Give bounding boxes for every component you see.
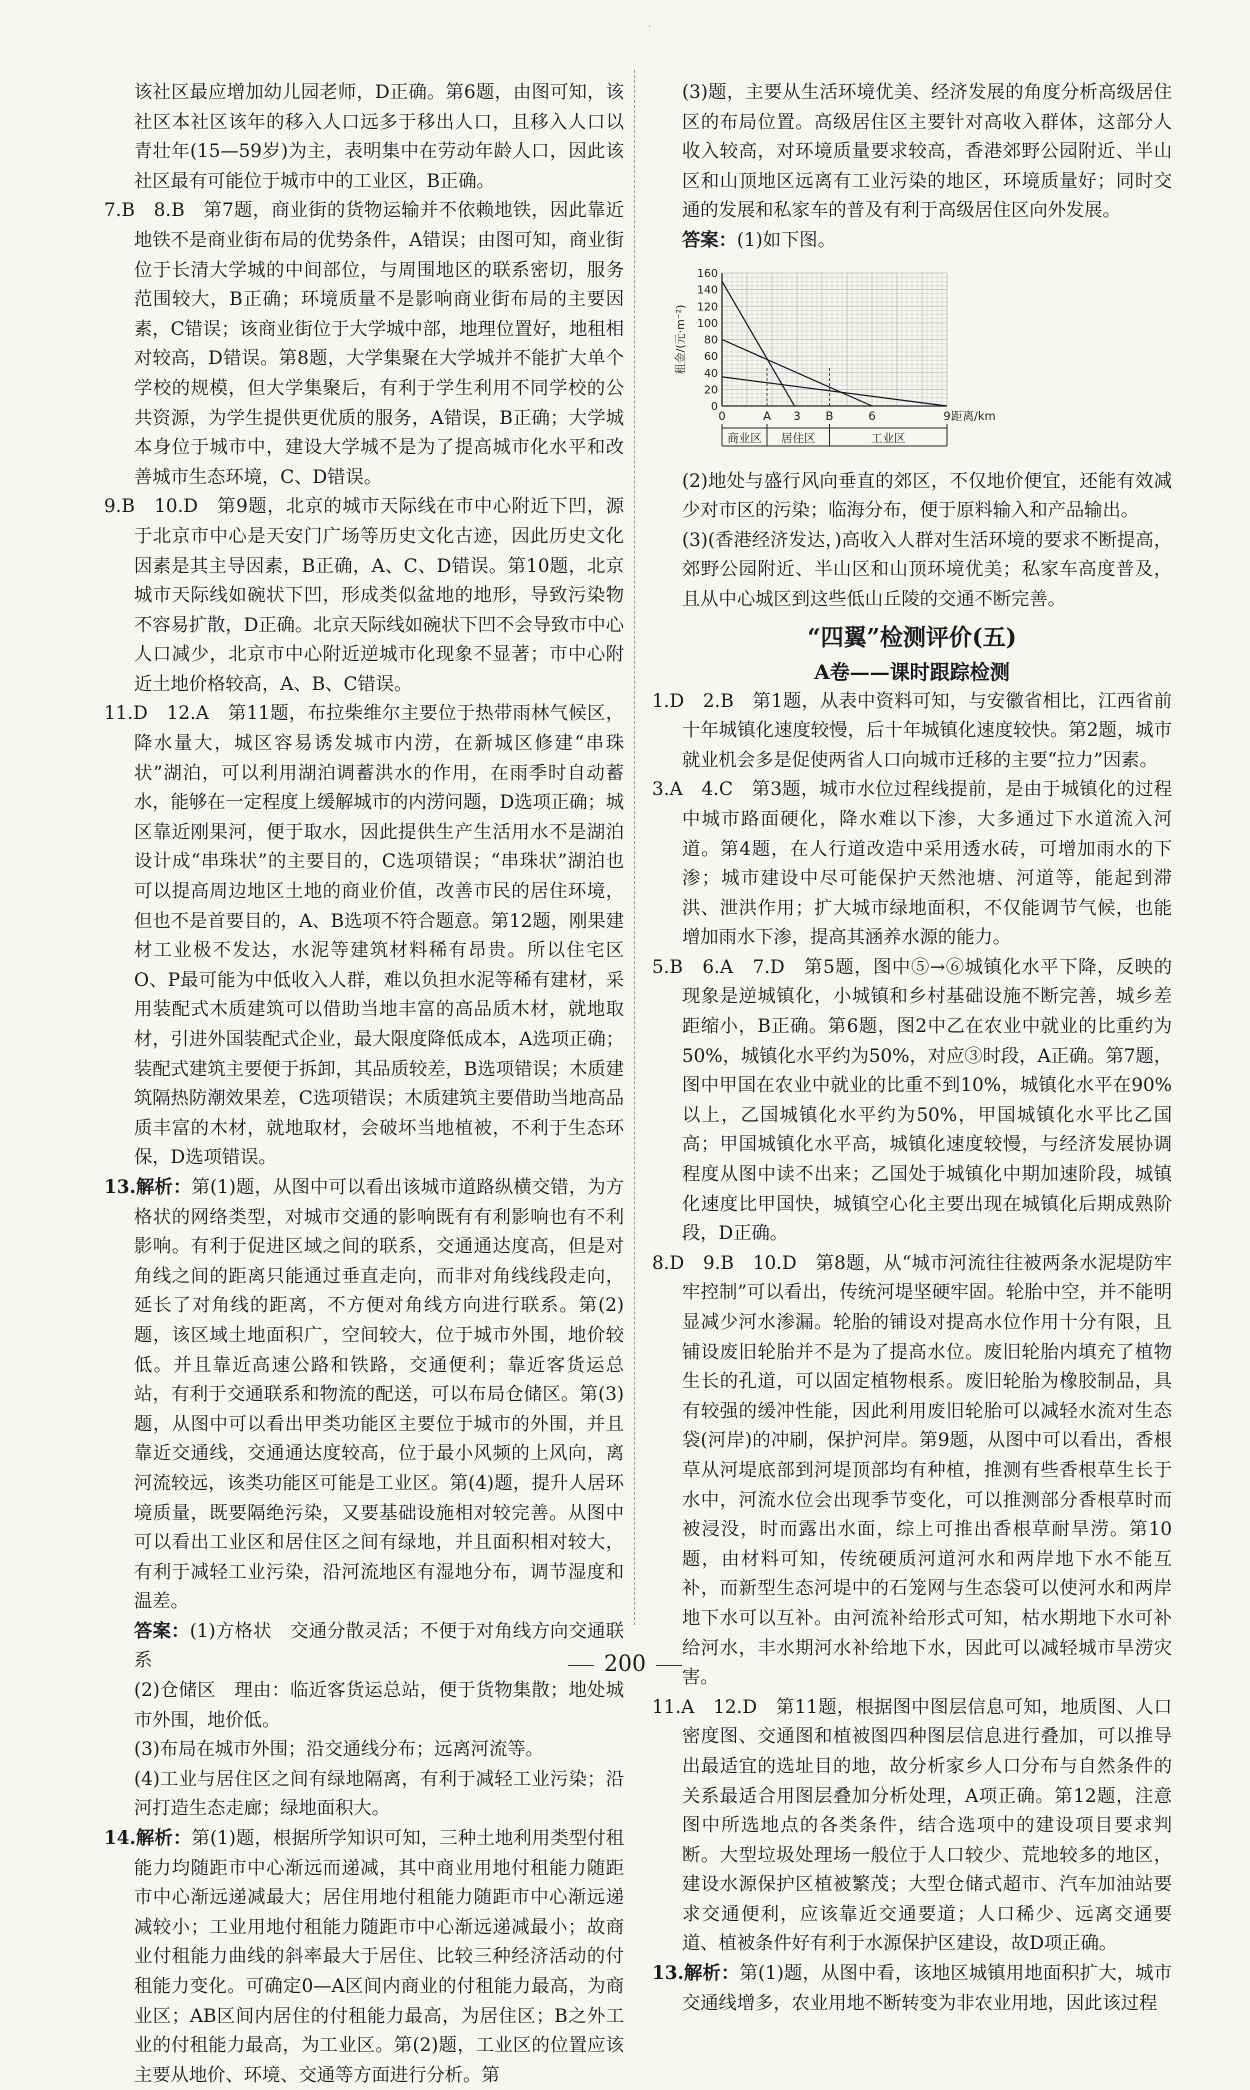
paragraph-r1: (3)题，主要从生活环境优美、经济发展的角度分析高级居住区的布局位置。高级居住区主要针对高收入群体，这部分人收入较高，对环境质量要求较高，香港郊野公园附近、半山区和山顶地区远离有工业污染的地区，环境质量好；同时交通的发展和私家车的普及有利于高级居住区向外发展。 <box>682 82 1172 222</box>
right-column <box>652 78 1172 2018</box>
y-tick-label: 0 <box>711 399 718 413</box>
left-column <box>104 78 624 2090</box>
y-tick-label: 60 <box>704 349 718 363</box>
x-tick-label: A <box>763 408 771 423</box>
paragraph-lead: 13.解析： <box>104 1176 192 1198</box>
paragraph-l5 <box>104 1173 624 1617</box>
paragraph-l8: (3)布局在城市外围；沿交通线分布；远离河流等。 <box>134 1739 544 1761</box>
chart-svg <box>652 258 996 463</box>
y-tick-label: 100 <box>697 316 718 330</box>
series-line-3 <box>722 376 947 405</box>
paragraph-r3: (2)地处与盛行风向垂直的郊区，不仅地价便宜，还能有效减少对市区的污染；临海分布，便于原料输入和产品输出。 <box>682 470 1172 522</box>
paragraph-lead: 答案： <box>682 229 737 251</box>
paragraph-r8: 8.D 9.B 10.D 第8题，从“城市河流往往被两条水泥堤防牢牢控制”可以看出，传统河堤坚硬牢固。轮胎中空，并不能明显减少河水渗漏。轮胎的铺设对提高水位作用十分有限，且铺设废旧轮胎并不是为了提高水位。废旧轮胎内填充了植物生长的孔道，可以固定植物根系。废旧轮胎为橡胶制品，具有较强的缓冲性能，因此利用废旧轮胎可以减轻水流对生态袋(河岸)的冲刷，保护河岸。第9题，从图中可以看出，香根草从河堤底部到河堤顶部均有种植，推测有些香根草生长于水中，河流水位会出现季节变化，可以推测部分香根草时而被浸没，时而露出水面，综上可推出香根草耐旱涝。第10题，由材料可知，传统硬质河道河水和两岸地下水不能互补，而新型生态河堤中的石笼网与生态袋可以使河水和两岸地下水可以互补。由河流补给形式可知，枯水期地下水可补给河水，丰水期河水补给地下水，因此可以减轻城市旱涝灾害。 <box>652 1252 1172 1689</box>
zone-label: 工业区 <box>871 430 906 445</box>
paragraph-r5: 1.D 2.B 第1题，从表中资料可知，与安徽省相比，江西省前十年城镇化速度较慢，后十年城镇化速度较快。第2题，城市就业机会多是促使两省人口向城市迁移的主要“拉力”因素。 <box>652 690 1172 771</box>
paragraph-l9: (4)工业与居住区之间有绿地隔离，有利于减轻工业污染；沿河打造生态走廊；绿地面积大。 <box>134 1768 624 1820</box>
paragraph-lead: 14.解析： <box>104 1828 192 1850</box>
x-tick-label: 0 <box>718 408 726 423</box>
y-tick-label: 20 <box>704 382 718 396</box>
y-tick-label: 140 <box>697 283 718 297</box>
paragraph-lead: 13.解析： <box>652 1963 740 1985</box>
footer-dash-right <box>656 1665 682 1666</box>
footer-dash-left <box>568 1665 594 1666</box>
y-tick-label: 40 <box>704 366 718 380</box>
top-mark: · <box>648 22 652 33</box>
section-subtitle: A卷——课时跟踪检测 <box>814 659 1010 684</box>
paragraph-text: 第(1)题，从图中看，该地区城镇用地面积扩大，城市交通线增多，农业用地不断转变为非农业用地，因此该过程 <box>682 1963 1172 2014</box>
paragraph-r7: 5.B 6.A 7.D 第5题，图中⑤→⑥城镇化水平下降，反映的现象是逆城镇化，小城镇和乡村基础设施不断完善，城乡差距缩小，B正确。第6题，图2中乙在农业中就业的比重约为50%，城镇化水平约为50%，对应③时段，A正确。第7题，图中甲国在农业中就业的比重不到10%，城镇化水平在90%以上，乙国城镇化水平约为50%，甲国城镇化水平比乙国高；甲国城镇化水平高，城镇化速度较慢，与经济发展协调程度从图中读不出来；乙国处于城镇化中期加速阶段，城镇化速度比甲国快，城镇空心化主要出现在城镇化后期成熟阶段，D正确。 <box>652 956 1173 1245</box>
rent-distance-chart <box>652 258 1172 463</box>
zone-label: 居住区 <box>781 430 816 445</box>
paragraph-l7: (2)仓储区 理由：临近客货运总站，便于货物集散；地处城市外围，地价低。 <box>134 1680 624 1731</box>
paragraph-l3: 9.B 10.D 第9题，北京的城市天际线在市中心附近下凹，源于北京市中心是天安门广场等历史文化古迹，因此历史文化因素是其主导因素，B正确，A、C、D错误。第10题，北京城市天际线如碗状下凹，形成类似盆地的地形，导致污染物不容易扩散，D正确。北京天际线如碗状下凹不会导致市中心人口减少，北京市中心附近逆城市化现象不显著；市中心附近土地价格较高，A、B、C错误。 <box>104 496 624 695</box>
paragraph-r9: 11.A 12.D 第11题，根据图中图层信息可知，地质图、人口密度图、交通图和植被图四种图层信息进行叠加，可以推导出最适宜的选址目的地，故分析家乡人口分布与自然条件的关系最适合用图层叠加分析处理，A项正确。第12题，注意图中所选地点的各类条件，结合选项中的建设项目要求判断。大型垃圾处理场一般位于人口较少、荒地较多的地区，建设水源保护区植被繁茂；大型仓储式超市、汽车加油站要求交通便利，应该靠近交通要道；人口稀少、远离交通要道、植被条件好有利于水源保护区建设，故D项正确。 <box>652 1696 1172 1955</box>
y-tick-label: 160 <box>697 266 718 280</box>
paragraph-l10 <box>104 1824 624 2090</box>
paragraph-r4: (3)(香港经济发达，)高收入人群对生活环境的要求不断提高，郊野公园附近、半山区和山顶环境优美；私家车高度普及，且从中心城区到这些低山丘陵的交通不断完善。 <box>682 529 1172 610</box>
column-divider <box>634 70 635 1625</box>
paragraph-r10 <box>652 1959 1172 2018</box>
paragraph-r2 <box>652 226 1172 256</box>
paragraph-l1: 该社区最应增加幼儿园老师，D正确。第6题，由图可知，该社区本社区该年的移入人口远多于移出人口，且移入人口以青壮年(15—59岁)为主，表明集中在劳动年龄人口，因此该社区最有可能位于城市中的工业区，B正确。 <box>134 82 624 192</box>
x-tick-label: B <box>825 408 834 423</box>
paragraph-text: 第(1)题，根据所学知识可知，三种土地利用类型付租能力均随距市中心渐远而递减，其中商业用地付租能力随距市中心渐远递减最大；居住用地付租能力随距市中心渐远递减较小；工业用地付租能力随距市中心渐远递减最小；故商业付租能力曲线的斜率最大于居住、比较三种经济活动的付租能力变化。可确定0—A区间内商业的付租能力最高，为商业区；AB区间内居住的付租能力最高，为居住区；B之外工业的付租能力最高，为工业区。第(2)题，工业区的位置应该主要从地价、环境、交通等方面进行分析。第 <box>134 1828 624 2086</box>
y-tick-label: 120 <box>697 299 718 313</box>
page-number-footer <box>0 1652 1250 1677</box>
paragraph-l4: 11.D 12.A 第11题，布拉柴维尔主要位于热带雨林气候区，降水量大，城区容易诱发城市内涝，在新城区修建“串珠状”湖泊，可以利用湖泊调蓄洪水的作用，在雨季时自动蓄水，能够在一定程度上缓解城市的内涝问题，D选项正确；城区靠近刚果河，便于取水，因此提供生产生活用水不是湖泊设计成“串珠状”的主要目的，C选项错误；“串珠状”湖泊也可以提高周边地区土地的商业价值，改善市民的居住环境，但也不是首要目的，A、B选项不符合题意。第12题，刚果建材工业极不发达，水泥等建筑材料稀有昂贵。所以住宅区O、P最可能为中低收入人群，难以负担水泥等稀有建材，采用装配式木质建筑可以借助当地丰富的高品质木材，就地取材，引进外国装配式企业，最大限度降低成本，A选项正确；装配式建筑主要便于拆卸，其品质较差，B选项错误；木质建筑隔热防潮效果差，C选项错误；木质建筑主要借助当地高品质丰富的木材，就地取材，会破坏当地植被，不利于生态环保，D选项错误。 <box>104 703 624 1169</box>
paragraph-r6: 3.A 4.C 第3题，城市水位过程线提前，是由于城镇化的过程中城市路面硬化，降水难以下渗，大多通过下水道流入河道。第4题，在人行道改造中采用透水砖，可增加雨水的下渗；城市建设中尽可能保护天然池塘、河道等，能起到滞洪、泄洪作用；扩大城市绿地面积，不仅能调节气候，也能增加雨水下渗，提高其涵养水源的能力。 <box>652 779 1172 949</box>
x-axis-title: 距离/km <box>951 408 996 423</box>
section-title: “四翼”检测评价(五) <box>807 623 1017 651</box>
y-axis-title: 租金/(元·m⁻²) <box>674 304 687 374</box>
x-tick-label: 3 <box>793 408 801 423</box>
paragraph-lead: 答案： <box>134 1620 190 1642</box>
x-tick-label: 9 <box>943 408 951 423</box>
y-tick-label: 80 <box>704 333 718 347</box>
paragraph-text: (1)如下图。 <box>736 229 836 251</box>
paragraph-text: (1)方格状 交通分散灵活；不便于对角线方向交通联系 <box>134 1620 625 1672</box>
paragraph-text: 第(1)题，从图中可以看出该城市道路纵横交错，为方格状的网络类型，对城市交通的影响既有有利影响也有不利影响。有利于促进区域之间的联系，交通通达度高，但是对角线之间的距离只能通过垂直走向，而非对角线线段走向，延长了对角线的距离，不方便对角线方向进行联系。第(2)题，该区域土地面积广，空间较大，位于城市外围，地价较低。并且靠近高速公路和铁路，交通便利；靠近客货运总站，有利于交通联系和物流的配送，可以布局仓储区。第(3)题，从图中可以看出甲类功能区主要位于城市的外围，并且靠近交通线，交通通达度较高，位于最小风频的上风向，离河流较远，该类功能区可能是工业区。第(4)题，提升人居环境质量，既要隔绝污染，又要基础设施相对较完善。从图中可以看出工业区和居住区之间有绿地，并且面积相对较大，有利于减轻工业污染，沿河流地区有湿地分布，调节湿度和温差。 <box>134 1176 624 1613</box>
x-tick-label: 6 <box>868 408 876 423</box>
zone-label: 商业区 <box>727 430 762 445</box>
page-number: 200 <box>604 1652 646 1677</box>
paragraph-l2: 7.B 8.B 第7题，商业街的货物运输并不依赖地铁，因此靠近地铁不是商业街布局的优势条件，A错误；由图可知，商业街位于长清大学城的中间部位，与周围地区的联系密切，服务范围较大，B正确；环境质量不是影响商业街布局的主要因素，C错误；该商业街位于大学城中部，地理位置好，地租相对较高，D错误。第8题，大学集聚在大学城并不能扩大单个学校的规模，但大学集聚后，有利于学生利用不同学校的公共资源，为学生提供更优质的服务，A错误，B正确；大学城本身位于城市中，建设大学城不是为了提高城市化水平和改善城市生态环境，C、D错误。 <box>104 200 624 488</box>
